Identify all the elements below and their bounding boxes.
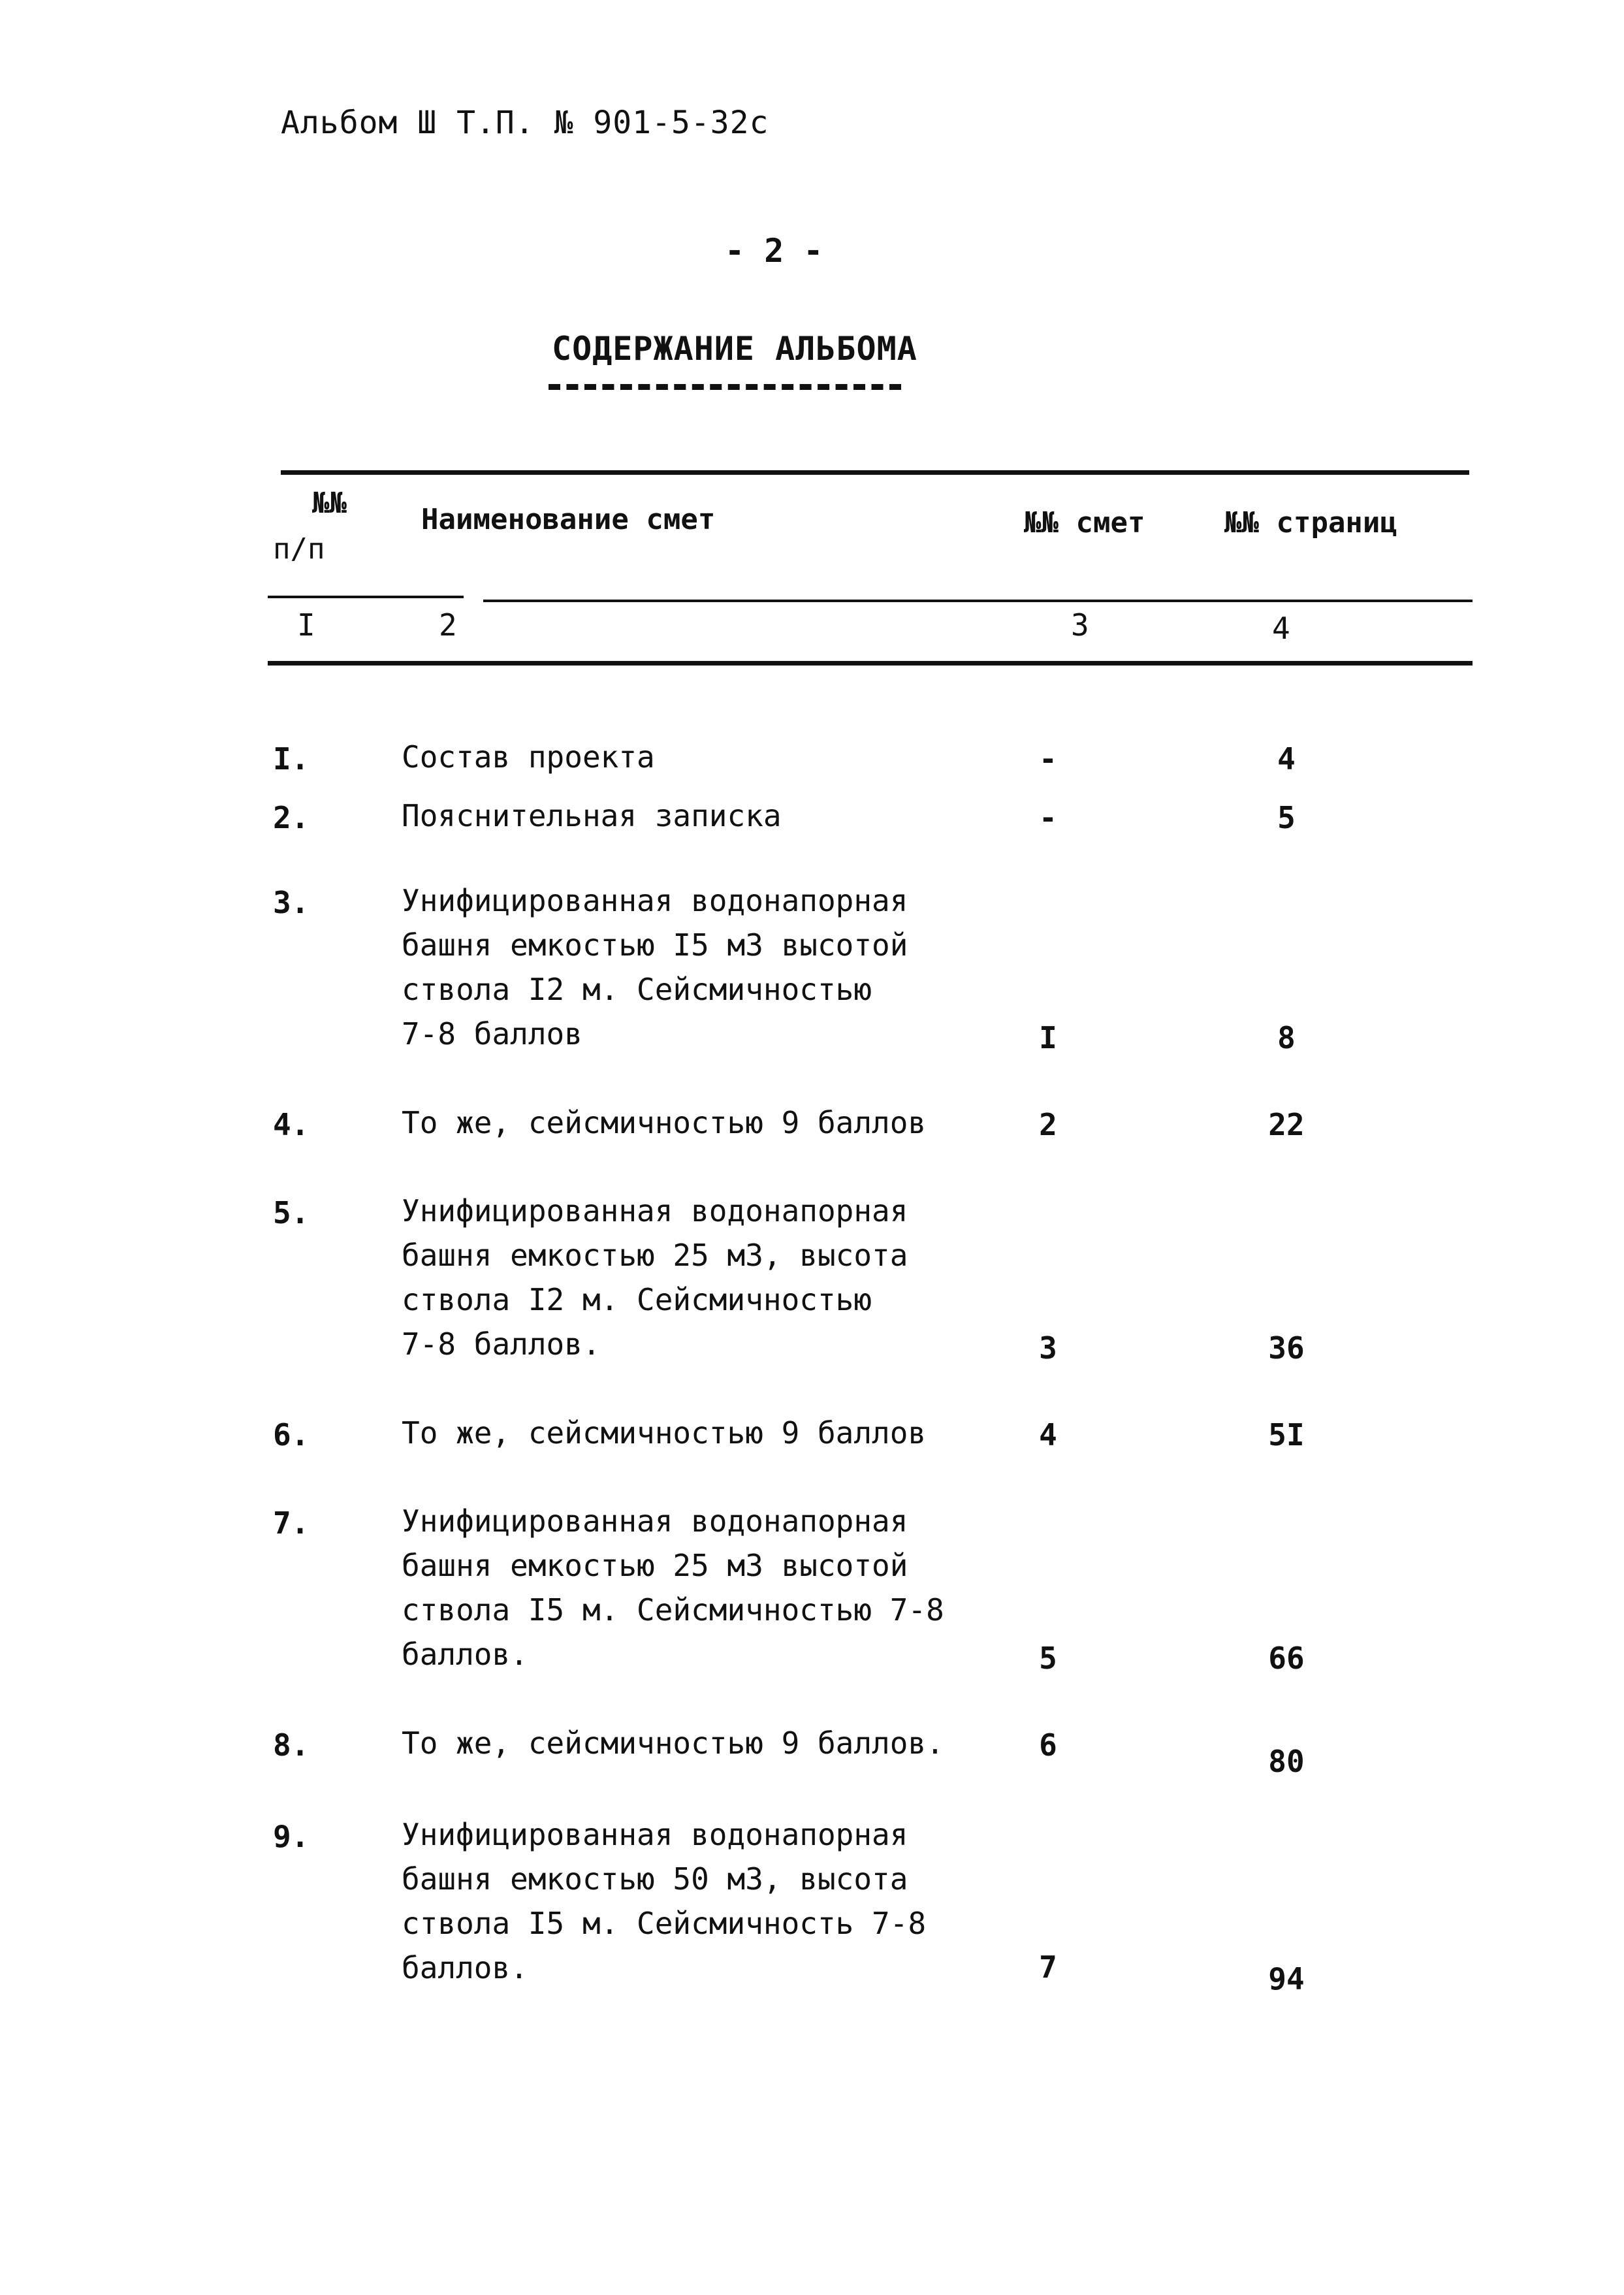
document-title: СОДЕРЖАНИЕ АЛЬБОМА <box>552 330 917 368</box>
column-number-3: 3 <box>1071 607 1089 643</box>
row-title: Унифицированная водонапорная башня емкостью 25 м3, высота ствола I2 м. Сейсмичностью 7-8 баллов. <box>402 1193 908 1362</box>
row-title: Унифицированная водонапорная башня емкостью I5 м3 высотой ствола I2 м. Сейсмичностью 7-8 баллов <box>402 883 908 1051</box>
row-page: 5 <box>1277 800 1296 835</box>
row-title: Унифицированная водонапорная башня емкостью 25 м3 высотой ствола I5 м. Сейсмичностью 7-8 баллов. <box>402 1503 944 1672</box>
row-estimate: 5 <box>1039 1641 1057 1676</box>
row-number: 7. <box>273 1505 310 1541</box>
table-header-bottom-rule <box>268 661 1473 666</box>
row-estimate: 4 <box>1039 1417 1057 1452</box>
page-number: - 2 - <box>725 232 823 270</box>
table-top-rule <box>281 470 1469 475</box>
row-number: 9. <box>273 1819 310 1854</box>
row-estimate: 3 <box>1039 1330 1057 1366</box>
row-number: 2. <box>273 800 310 835</box>
header-divider-left <box>268 596 464 598</box>
row-estimate: 7 <box>1039 1950 1057 1985</box>
row-page: 94 <box>1268 1961 1305 1997</box>
row-title: То же, сейсмичностью 9 баллов <box>402 1105 927 1140</box>
header-number-sign: №№ <box>312 487 347 520</box>
row-page: 22 <box>1268 1107 1305 1142</box>
row-title: Состав проекта <box>402 739 655 775</box>
column-number-1: I <box>297 607 315 643</box>
row-title: То же, сейсмичностью 9 баллов. <box>402 1725 944 1761</box>
row-number: 8. <box>273 1727 310 1763</box>
title-underline <box>549 384 901 390</box>
row-estimate: I <box>1039 1020 1057 1055</box>
row-page: 36 <box>1268 1330 1305 1366</box>
row-title: Унифицированная водонапорная башня емкостью 50 м3, высота ствола I5 м. Сейсмичность 7-8 баллов. <box>402 1817 927 1985</box>
row-page: 4 <box>1277 741 1296 777</box>
row-title: Пояснительная записка <box>402 798 782 833</box>
column-number-2: 2 <box>439 607 457 643</box>
column-number-4: 4 <box>1272 611 1290 646</box>
row-number: 3. <box>273 885 310 920</box>
row-page: 80 <box>1268 1744 1305 1779</box>
row-page: 66 <box>1268 1641 1305 1676</box>
row-number: 4. <box>273 1107 310 1142</box>
album-reference: Альбом Ш Т.П. № 901-5-32с <box>281 104 769 141</box>
row-number: 5. <box>273 1195 310 1230</box>
row-page: 5I <box>1268 1417 1305 1452</box>
row-title: То же, сейсмичностью 9 баллов <box>402 1415 927 1451</box>
row-number: I. <box>273 741 310 777</box>
row-number: 6. <box>273 1417 310 1452</box>
header-page-number: №№ страниц <box>1224 506 1397 539</box>
row-estimate: 6 <box>1039 1727 1057 1763</box>
header-divider-right <box>483 600 1473 602</box>
row-estimate: 2 <box>1039 1107 1057 1142</box>
header-estimate-number: №№ смет <box>1024 506 1145 539</box>
row-estimate: - <box>1039 800 1057 835</box>
row-estimate: - <box>1039 741 1057 777</box>
row-page: 8 <box>1277 1020 1296 1055</box>
header-name: Наименование смет <box>421 503 716 536</box>
header-pp: п/п <box>273 532 325 566</box>
